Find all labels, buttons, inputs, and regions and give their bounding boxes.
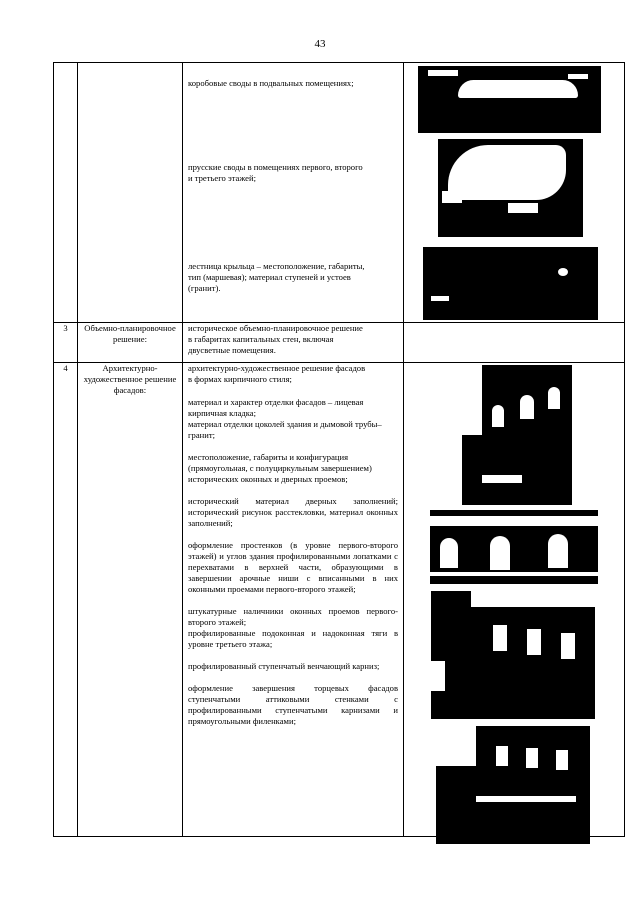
row-number [54, 63, 78, 323]
row-description [183, 323, 404, 363]
list-item: материал отделки цоколей здания и дымовой трубы– гранит; [188, 419, 382, 440]
photo-porch-stair [423, 244, 598, 320]
list-item: коробовые своды в подвальных помещениях; [188, 78, 354, 88]
photo-cell [404, 63, 625, 323]
photo-cell [404, 323, 625, 363]
photo-end-facade [436, 726, 590, 844]
row-subject: Архитектурно-художественное решение фасадов: [78, 363, 183, 837]
row-description [183, 63, 404, 323]
photo-facade-corner [431, 591, 595, 719]
photo-basement-vault [418, 66, 601, 133]
table-row [54, 323, 625, 363]
protected-features-table [53, 62, 625, 837]
list-item: историческое объемно-планировочное решение в габаритах капитальных стен, включая двусветные помещения. [188, 323, 363, 355]
list-item: материал и характер отделки фасадов – лицевая кирпичная кладка; [188, 397, 364, 418]
row-number: 3 [54, 323, 78, 363]
photo-prussian-vault [438, 139, 583, 237]
photo-facade-windows [462, 365, 572, 505]
list-item: штукатурные наличники оконных проемов первого-второго этажей; [188, 606, 398, 627]
list-item: лестница крыльца – местоположение, габариты, тип (маршевая); материал ступеней и устоев (гранит). [188, 261, 365, 293]
table-row [54, 63, 625, 323]
list-item: местоположение, габариты и конфигурация (прямоугольная, с полуциркульным завершением) исторических оконных и дверных проемов; [188, 452, 372, 484]
photo-cell [404, 363, 625, 837]
page-number: 43 [314, 38, 326, 50]
row-subject: Объемно-планировочное решение: [78, 323, 183, 363]
row-number: 4 [54, 363, 78, 837]
list-item: профилированный ступенчатый венчающий карниз; [188, 661, 380, 671]
list-item: прусские своды в помещениях первого, второго и третьего этажей; [188, 162, 363, 183]
photo-facade-arches [430, 510, 598, 584]
table-row [54, 363, 625, 837]
list-item: оформление простенков (в уровне первого-второго этажей) и углов здания профилированными лопатками с перехватами в верхней части, образующими в завершении арочные ниши с вписанными в них оконными проемами первого-второго этажей; [188, 540, 398, 594]
list-item: оформление завершения торцевых фасадов ступенчатыми аттиковыми стенками с профилированными ступенчатыми карнизами и прямоугольными филенками; [188, 683, 398, 726]
list-item: профилированные подоконная и надоконная тяги в уровне третьего этажа; [188, 628, 398, 649]
list-item: архитектурно-художественное решение фасадов в формах кирпичного стиля; [188, 363, 366, 384]
row-subject [78, 63, 183, 323]
row-description [183, 363, 404, 837]
list-item: исторический материал дверных заполнений; исторический рисунок расстекловки, материал оконных заполнений; [188, 496, 398, 528]
